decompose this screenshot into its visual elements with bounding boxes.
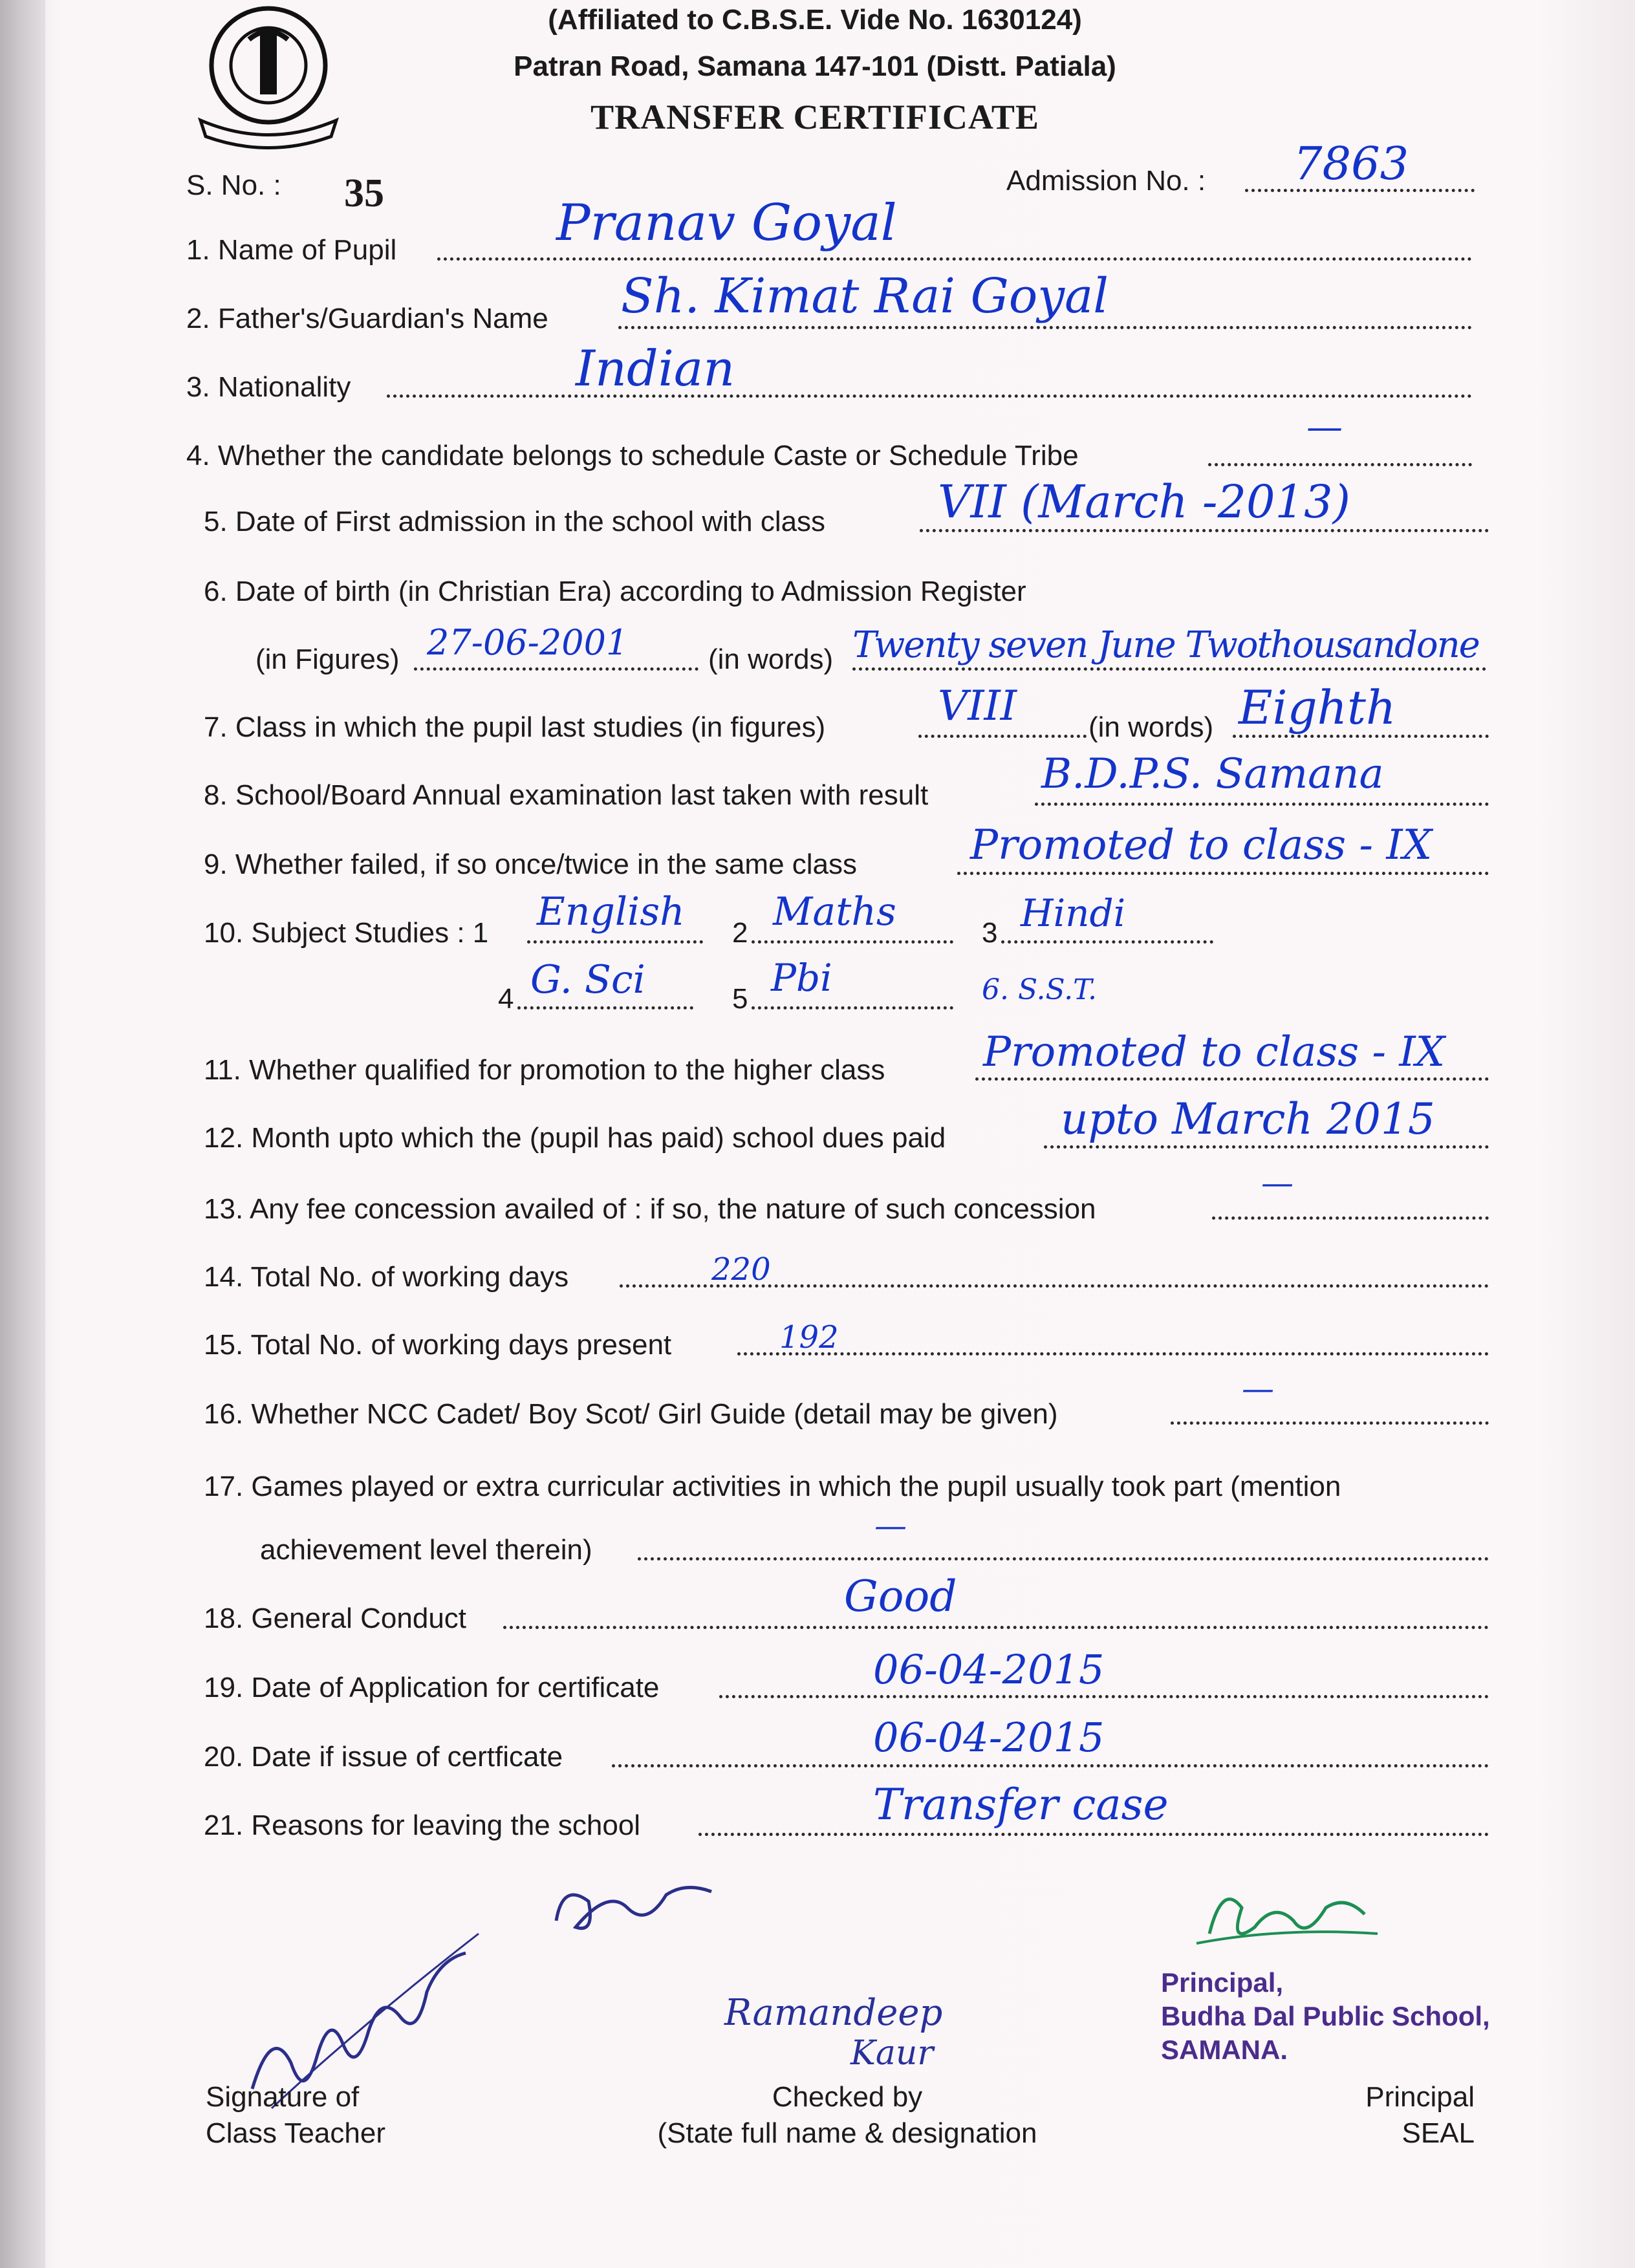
certificate-title: TRANSFER CERTIFICATE [590,98,1039,136]
item-17-label: 17. Games played or extra curricular activities in which the pupil usually took part (mention [204,1471,1341,1502]
address-line: Patran Road, Samana 147-101 (Distt. Patiala) [514,50,1116,82]
item-6-figures-dots [414,667,698,671]
item-10-num-5: 5 [732,983,748,1015]
item-15-value: 192 [779,1319,839,1355]
item-9-value: Promoted to class - IX [970,821,1433,869]
item-10-label: 10. Subject Studies : 1 [204,917,489,949]
item-6-words-value: Twenty seven June Twothousandone [852,624,1479,666]
item-17-dots [638,1557,1489,1561]
item-12-label: 12. Month upto which the (pupil has paid) school dues paid [204,1122,946,1154]
checked-by-line-2: (State full name & designation [657,2117,1037,2149]
item-6-figures-label: (in Figures) [255,643,400,675]
item-18-value: Good [844,1571,957,1621]
checked-by-line-1: Checked by [772,2081,923,2113]
item-10-num-2: 2 [732,917,748,949]
item-12-value: upto March 2015 [1061,1094,1435,1144]
item-10-subject-5: Pbi [771,956,832,1000]
item-4-value: — [1306,406,1343,448]
item-8-label: 8. School/Board Annual examination last taken with result [204,779,929,811]
item-13-label: 13. Any fee concession availed of : if so, the nature of such concession [204,1193,1096,1225]
sno-label: S. No. : [186,169,281,201]
item-11-dots [975,1077,1489,1081]
affiliation-line: (Affiliated to C.B.S.E. Vide No. 1630124) [548,4,1082,36]
stamp-line-3: SAMANA. [1161,2035,1288,2065]
checker-name-line-1: Ramandeep [724,1992,943,2034]
page-edge-shadow [0,0,45,2268]
admission-value: 7863 [1294,137,1409,190]
item-13-dots [1212,1216,1489,1220]
item-3-label: 3. Nationality [186,371,351,403]
item-7-words-value: Eighth [1239,680,1396,735]
item-17-value: — [874,1507,907,1544]
item-9-dots [957,872,1489,875]
item-9-label: 9. Whether failed, if so once/twice in the same class [204,848,858,880]
teacher-initials-signature-icon [537,1863,731,1953]
item-18-dots [503,1626,1489,1629]
item-15-label: 15. Total No. of working days present [204,1329,672,1361]
item-10-s4-dots [517,1006,693,1010]
item-5-dots [920,529,1489,532]
item-20-value: 06-04-2015 [873,1714,1105,1761]
item-7-words-dots [1233,735,1489,738]
principal-stamp [1161,1966,1490,2067]
item-10-s3-dots [1001,940,1213,944]
item-3-dots [387,394,1472,398]
item-12-dots [1044,1145,1489,1149]
principal-line-1: Principal [1365,2081,1475,2113]
sno-value: 35 [344,171,384,215]
item-18-label: 18. General Conduct [204,1603,467,1634]
item-6-label: 6. Date of birth (in Christian Era) according to Admission Register [204,576,1026,607]
item-20-label: 20. Date if issue of certficate [204,1741,563,1773]
item-2-dots [618,326,1472,329]
item-10-subject-6: 6. S.S.T. [982,973,1097,1006]
item-4-dots [1208,463,1472,466]
item-10-subject-1: English [537,889,685,934]
item-10-subject-3: Hindi [1021,891,1126,935]
item-3-value: Indian [576,340,735,397]
item-21-dots [698,1833,1489,1836]
item-2-value: Sh. Kimat Rai Goyal [621,268,1109,324]
item-6-words-dots [852,667,1486,671]
class-teacher-line-1: Signature of [206,2081,360,2113]
item-1-dots [437,257,1472,261]
item-2-label: 2. Father's/Guardian's Name [186,303,548,334]
checker-name-line-2: Kaur [850,2034,934,2073]
stamp-line-2: Budha Dal Public School, [1161,2001,1490,2031]
item-10-num-3: 3 [982,917,998,949]
principal-signature-icon [1184,1869,1391,1966]
item-14-label: 14. Total No. of working days [204,1261,569,1293]
item-7-figures-value: VIII [938,682,1017,730]
item-17-label-cont: achievement level therein) [260,1534,592,1566]
item-5-label: 5. Date of First admission in the school with class [204,506,826,537]
principal-seal-caption [1352,2079,1475,2152]
item-21-label: 21. Reasons for leaving the school [204,1809,641,1841]
item-16-dots [1171,1421,1489,1425]
item-20-dots [612,1764,1489,1767]
admission-label: Admission No. : [1006,165,1206,197]
item-19-label: 19. Date of Application for certificate [204,1672,660,1703]
item-7-figures-dots [918,735,1087,738]
item-10-s2-dots [752,940,953,944]
item-1-label: 1. Name of Pupil [186,234,397,266]
class-teacher-caption [206,2079,385,2152]
item-10-num-4: 4 [498,983,514,1015]
item-21-value: Transfer case [873,1780,1169,1830]
item-16-label: 16. Whether NCC Cadet/ Boy Scot/ Girl Guide (detail may be given) [204,1398,1058,1430]
item-10-s5-dots [752,1006,953,1010]
item-7-label: 7. Class in which the pupil last studies (in figures) [204,711,826,743]
checked-by-caption [621,2079,1074,2152]
stamp-line-1: Principal, [1161,1967,1284,1998]
item-6-figures-value: 27-06-2001 [427,622,629,663]
item-16-value: — [1242,1370,1274,1407]
item-5-value: VII (March -2013) [938,475,1350,528]
school-logo-icon [188,4,349,153]
item-8-value: B.D.P.S. Samana [1041,750,1384,798]
principal-line-2: SEAL [1402,2117,1475,2149]
class-teacher-line-2: Class Teacher [206,2117,385,2149]
item-1-value: Pranav Goyal [556,194,897,252]
item-4-label: 4. Whether the candidate belongs to schedule Caste or Schedule Tribe [186,440,1079,471]
item-19-dots [719,1695,1489,1698]
item-10-s1-dots [527,940,703,944]
item-19-value: 06-04-2015 [873,1646,1105,1693]
item-15-dots [737,1352,1489,1355]
item-11-value: Promoted to class - IX [983,1028,1446,1076]
item-7-words-label: (in words) [1088,711,1214,743]
item-13-value: — [1261,1164,1294,1202]
item-10-subject-4: G. Sci [530,957,645,1002]
item-6-words-label: (in words) [708,643,834,675]
item-14-value: 220 [711,1251,771,1288]
item-10-subject-2: Maths [773,889,896,934]
item-11-label: 11. Whether qualified for promotion to the higher class [204,1054,885,1086]
item-8-dots [1035,803,1489,806]
